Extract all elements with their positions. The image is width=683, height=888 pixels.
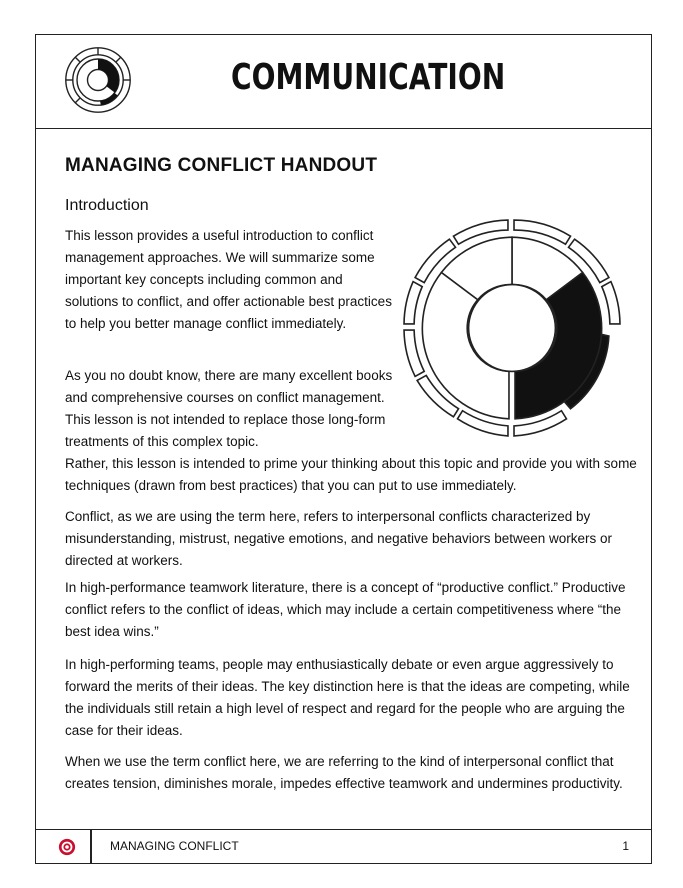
document-title: MANAGING CONFLICT HANDOUT [65, 155, 378, 176]
page-footer [36, 829, 651, 863]
segmented-ring-logo-icon [63, 45, 133, 115]
diagram-center [469, 285, 556, 372]
paragraph-1: This lesson provides a useful introduction to conflict management approaches. We will summarize some important key concepts including common and solutions to conflict, and offer actionable best practices to help you better manage conflict immediately. [65, 228, 392, 331]
page-number: 1 [622, 839, 629, 853]
red-ring-logo-icon [58, 838, 76, 856]
paragraph-5: In high-performing teams, people may enthusiastically debate or even argue aggressively to forward the merits of their ideas. The key distinction here is that the ideas are competing, while the individuals still retain a high level of respect and regard for the people who are arguing the case for their ideas. [65, 657, 630, 738]
paragraph-3: Conflict, as we are using the term here, refers to interpersonal conflicts characterized by misunderstanding, mistrust, negative emotions, and negative behaviors between workers or directed at workers. [65, 509, 613, 568]
paragraph-2: As you no doubt know, there are many excellent books and comprehensive courses on conflict management. This lesson is not intended to replace those long-form treatments of this complex topic. [65, 368, 393, 449]
section-heading: Introduction [65, 197, 149, 214]
footer-label: MANAGING CONFLICT [110, 839, 239, 853]
outer-segment [602, 282, 620, 324]
paragraph-6: When we use the term conflict here, we are referring to the kind of interpersonal conflict that creates tension, diminishes morale, impedes effective teamwork and undermines productivity. [65, 754, 623, 791]
page-frame [35, 34, 652, 864]
paragraph-4: In high-performance teamwork literature, there is a concept of “productive conflict.” Productive conflict refers to the conflict of ideas, which may include a certain competitiveness where “the best idea wins.” [65, 580, 626, 639]
footer-divider [90, 830, 92, 863]
segmented-ring-diagram [401, 217, 623, 439]
outer-segment [404, 282, 422, 324]
header-title: COMMUNICATION [231, 57, 506, 98]
outer-segment [404, 330, 424, 376]
paragraph-2-continued: Rather, this lesson is intended to prime your thinking about this topic and provide you with some techniques (drawn from best practices) that you can put to use immediately. [65, 456, 637, 493]
page-header [36, 35, 651, 129]
